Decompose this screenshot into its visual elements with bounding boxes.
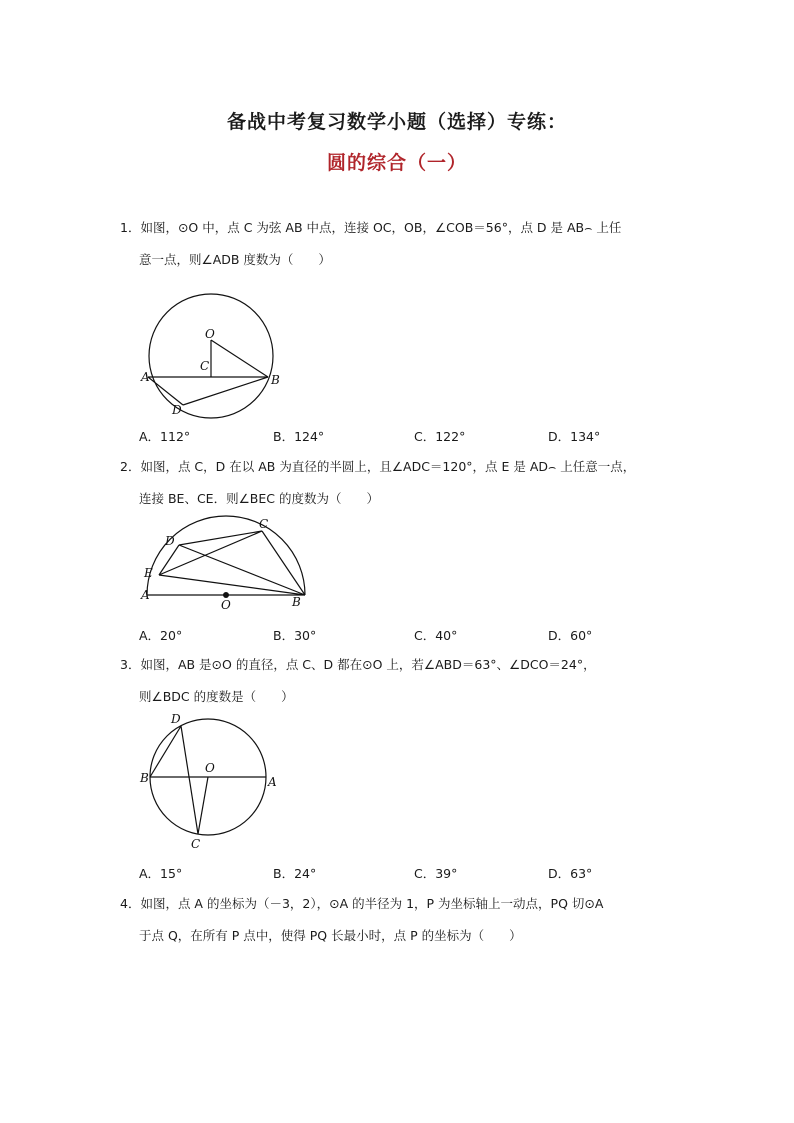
label-c: C	[191, 837, 201, 851]
page-subtitle: 圆的综合（一）	[326, 152, 467, 174]
segment-ad	[148, 377, 183, 405]
label-d: D	[165, 534, 175, 548]
option-c[interactable]: C．40°	[414, 628, 458, 643]
label-e: E	[144, 566, 153, 580]
label-a: A	[141, 370, 150, 384]
option-a[interactable]: A．15°	[139, 866, 183, 881]
question-1-line-1: 1．如图，⊙O 中，点 C 为弦 AB 中点，连接 OC，OB，∠COB＝56°，点 D 是 AB⌢ 上任	[120, 220, 622, 235]
label-o: O	[205, 327, 215, 341]
option-a[interactable]: A．20°	[139, 628, 183, 643]
option-d[interactable]: D．63°	[548, 866, 593, 881]
page-title: 备战中考复习数学小题（选择）专练：	[226, 111, 567, 133]
option-c[interactable]: C．122°	[414, 429, 466, 444]
segment-ob	[211, 340, 268, 377]
question-4-line-1: 4．如图，点 A 的坐标为（－3，2），⊙A 的半径为 1，P 为坐标轴上一动点，PQ 切⊙A	[120, 896, 604, 911]
segment-eb	[159, 575, 305, 595]
label-b: B	[140, 771, 149, 785]
option-d[interactable]: D．60°	[548, 628, 593, 643]
label-c: C	[259, 517, 269, 531]
segment-oc	[198, 777, 208, 834]
label-o: O	[221, 598, 231, 612]
question-2	[120, 451, 680, 515]
question-2-figure	[135, 510, 315, 615]
segment-db	[150, 726, 181, 777]
option-d[interactable]: D．134°	[548, 429, 601, 444]
option-a[interactable]: A．112°	[139, 429, 191, 444]
question-1-figure	[130, 290, 300, 420]
option-b[interactable]: B．124°	[273, 429, 325, 444]
question-2-line-1: 2．如图，点 C，D 在以 AB 为直径的半圆上，且∠ADC＝120°，点 E 是 AD⌢ 上任意一点，	[120, 459, 636, 474]
option-b[interactable]: B．24°	[273, 866, 317, 881]
segment-dc	[179, 531, 262, 545]
segment-dc	[181, 726, 198, 834]
label-d: D	[171, 712, 181, 726]
question-2-line-2: 连接 BE、CE．则∠BEC 的度数为（ ）	[139, 491, 379, 506]
question-4-line-2: 于点 Q，在所有 P 点中，使得 PQ 长最小时，点 P 的坐标为（ ）	[139, 928, 522, 943]
question-3-line-2: 则∠BDC 的度数是（ ）	[139, 689, 294, 704]
label-c: C	[200, 359, 210, 373]
option-b[interactable]: B．30°	[273, 628, 317, 643]
option-c[interactable]: C．39°	[414, 866, 458, 881]
question-3-line-1: 3．如图，AB 是⊙O 的直径，点 C、D 都在⊙O 上，若∠ABD＝63°、∠DCO＝24°，	[120, 657, 596, 672]
question-3	[120, 649, 680, 713]
segment-db	[179, 545, 305, 595]
question-3-figure	[135, 710, 295, 855]
label-d: D	[172, 403, 182, 417]
question-4	[120, 888, 680, 952]
question-1	[120, 212, 680, 276]
label-b: B	[292, 595, 301, 609]
segment-db	[183, 377, 268, 405]
question-1-line-2: 意一点，则∠ADB 度数为（ ）	[139, 252, 331, 267]
label-a: A	[141, 588, 150, 602]
label-o: O	[205, 761, 215, 775]
semicircle	[147, 516, 305, 595]
label-a: A	[268, 775, 277, 789]
label-b: B	[271, 373, 280, 387]
